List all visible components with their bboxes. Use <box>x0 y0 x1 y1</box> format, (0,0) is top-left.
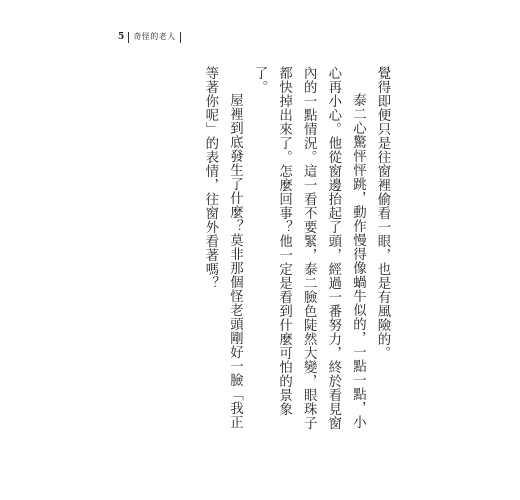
book-title: 奇怪的老人 <box>133 32 176 41</box>
header-divider <box>180 32 181 43</box>
paragraph-question: 屋裡到底發生了什麼？莫非那個怪老頭剛好一臉「我正等著你呢」的表情，往窗外看著嗎？ <box>202 66 243 429</box>
running-header <box>118 30 185 44</box>
body-text <box>197 66 394 436</box>
header-divider <box>128 32 129 43</box>
paragraph-continuation: 覺得即便只是往窗裡偷看一眼，也是有風險的。 <box>375 66 390 360</box>
paragraph-taiji-peeks: 泰二心驚怦怦跳，動作慢得像蝸牛似的，一點一點，小心再小心。他從窗邊抬起了頭，經過一番努力，終於看見窗內的一點情況。這一看不要緊，泰二臉色陡然大變，眼珠子都快掉出來了。怎麼回事？他一定是看到什麼可怕的景象了。 <box>252 66 366 430</box>
page-number: 5 <box>118 32 125 42</box>
